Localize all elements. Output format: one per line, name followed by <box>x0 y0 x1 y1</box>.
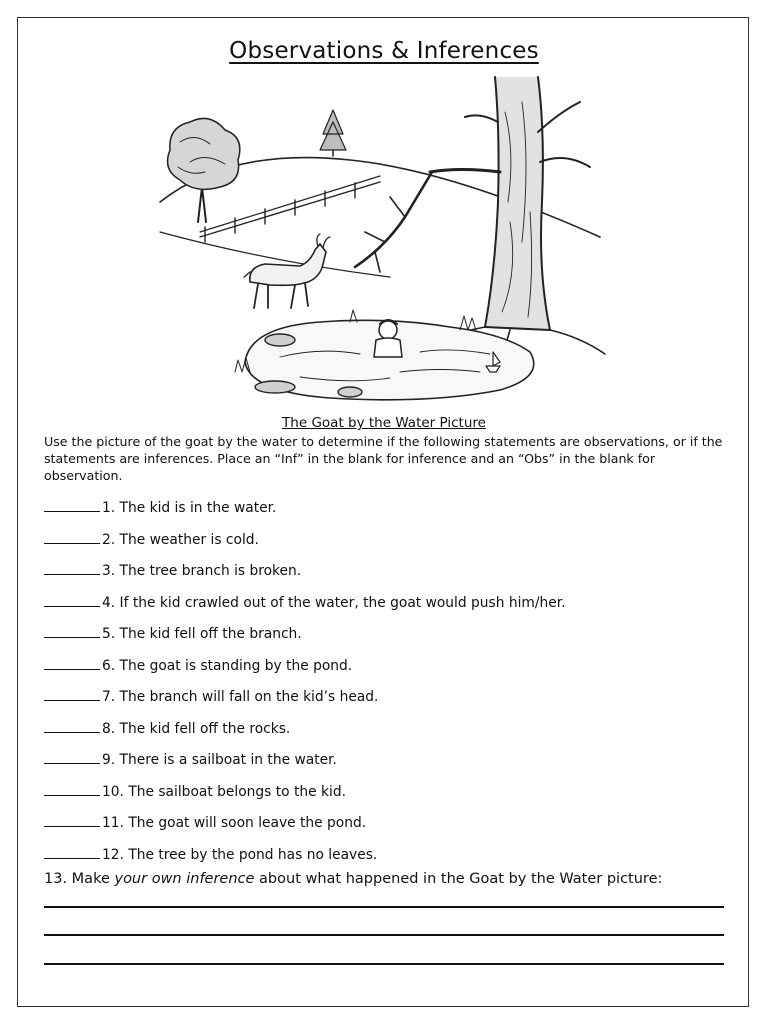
question-list <box>44 497 744 875</box>
question-item <box>44 686 744 718</box>
instructions-text: Use the picture of the goat by the water to determine if the following statements are observations, or if the statements are inferences. Place an “Inf” in the blank for inference and an “Obs” in the blank for observation. <box>44 434 723 483</box>
question-text: 4. If the kid crawled out of the water, the goat would push him/her. <box>102 594 566 611</box>
question-text: 1. The kid is in the water. <box>102 500 277 516</box>
answer-blank[interactable] <box>44 592 100 607</box>
answer-blank[interactable] <box>44 529 100 544</box>
picture-caption: The Goat by the Water Picture <box>282 415 486 431</box>
worksheet-title: Observations & Inferences <box>229 38 539 64</box>
question-text: 2. The weather is cold. <box>102 531 259 548</box>
question-item <box>44 749 744 781</box>
question-text: 5. The kid fell off the branch. <box>102 626 302 642</box>
q13-suffix: about what happened in the Goat by the Water picture: <box>254 871 663 887</box>
answer-line-1[interactable] <box>44 906 724 908</box>
question-item <box>44 497 744 529</box>
answer-blank[interactable] <box>44 560 100 575</box>
question-text: 11. The goat will soon leave the pond. <box>102 815 367 831</box>
question-text: 8. The kid fell off the rocks. <box>102 720 291 737</box>
question-text: 6. The goat is standing by the pond. <box>102 657 353 674</box>
question-13 <box>44 871 662 887</box>
q13-emphasis: your own inference <box>114 871 255 887</box>
answer-blank[interactable] <box>44 844 100 859</box>
answer-line-2[interactable] <box>44 934 724 936</box>
q13-prefix: 13. Make <box>44 871 115 887</box>
answer-blank[interactable] <box>44 749 100 764</box>
goat-by-water-illustration <box>150 72 610 412</box>
question-text: 10. The sailboat belongs to the kid. <box>102 783 346 800</box>
answer-blank[interactable] <box>44 655 100 670</box>
question-item <box>44 718 744 750</box>
answer-blank[interactable] <box>44 781 100 796</box>
answer-blank[interactable] <box>44 718 100 733</box>
question-item <box>44 560 744 592</box>
answer-blank[interactable] <box>44 812 100 827</box>
question-text: 9. There is a sailboat in the water. <box>102 752 337 768</box>
question-item <box>44 655 744 687</box>
answer-blank[interactable] <box>44 497 100 512</box>
answer-blank[interactable] <box>44 686 100 701</box>
question-item <box>44 781 744 813</box>
question-item <box>44 592 744 624</box>
answer-blank[interactable] <box>44 623 100 638</box>
question-item <box>44 623 744 655</box>
question-item <box>44 812 744 844</box>
question-text: 7. The branch will fall on the kid’s head. <box>102 689 379 705</box>
question-text: 3. The tree branch is broken. <box>102 563 302 579</box>
question-text: 12. The tree by the pond has no leaves. <box>102 846 378 863</box>
answer-line-3[interactable] <box>44 963 724 965</box>
question-item <box>44 529 744 561</box>
